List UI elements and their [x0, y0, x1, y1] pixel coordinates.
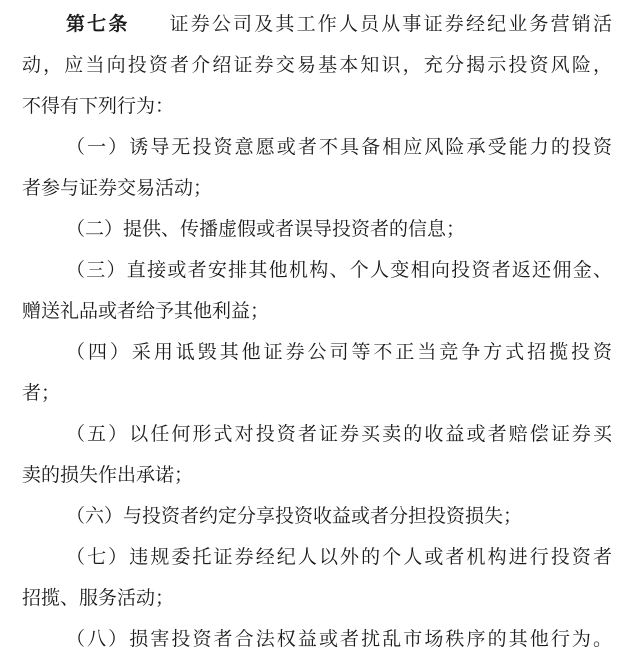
list-item-3-continued: 赠送礼品或者给予其他利益；: [22, 300, 270, 322]
article-label: 第七条: [66, 13, 130, 35]
document-body: [22, 4, 612, 660]
list-item-7-continued: 招揽、服务活动；: [22, 587, 175, 609]
list-item-7: （七）违规委托证券经纪人以外的个人或者机构进行投资者: [66, 546, 612, 568]
article-intro-line: 不得有下列行为：: [22, 95, 175, 117]
article-intro-text: 证券公司及其工作人员从事证券经纪业务营销活: [169, 13, 612, 35]
list-item-1-continued: 者参与证券交易活动；: [22, 177, 213, 199]
list-item-6: （六）与投资者约定分享投资收益或者分担投资损失；: [66, 505, 523, 527]
list-item-1: （一）诱导无投资意愿或者不具备相应风险承受能力的投资: [66, 136, 612, 158]
article-first-line: [22, 4, 612, 45]
list-item-2: （二）提供、传播虚假或者误导投资者的信息；: [66, 218, 466, 240]
list-item-5-continued: 卖的损失作出承诺；: [22, 464, 194, 486]
list-item-4-continued: 者；: [22, 382, 61, 404]
article-intro-line: 动，应当向投资者介绍证券交易基本知识，充分揭示投资风险，: [22, 54, 612, 76]
list-item-4: （四）采用诋毁其他证券公司等不正当竞争方式招揽投资: [66, 341, 612, 363]
list-item-5: （五）以任何形式对投资者证券买卖的收益或者赔偿证券买: [66, 423, 612, 445]
list-item-3: （三）直接或者安排其他机构、个人变相向投资者返还佣金、: [66, 259, 612, 281]
list-item-8: （八）损害投资者合法权益或者扰乱市场秩序的其他行为。: [66, 628, 612, 650]
